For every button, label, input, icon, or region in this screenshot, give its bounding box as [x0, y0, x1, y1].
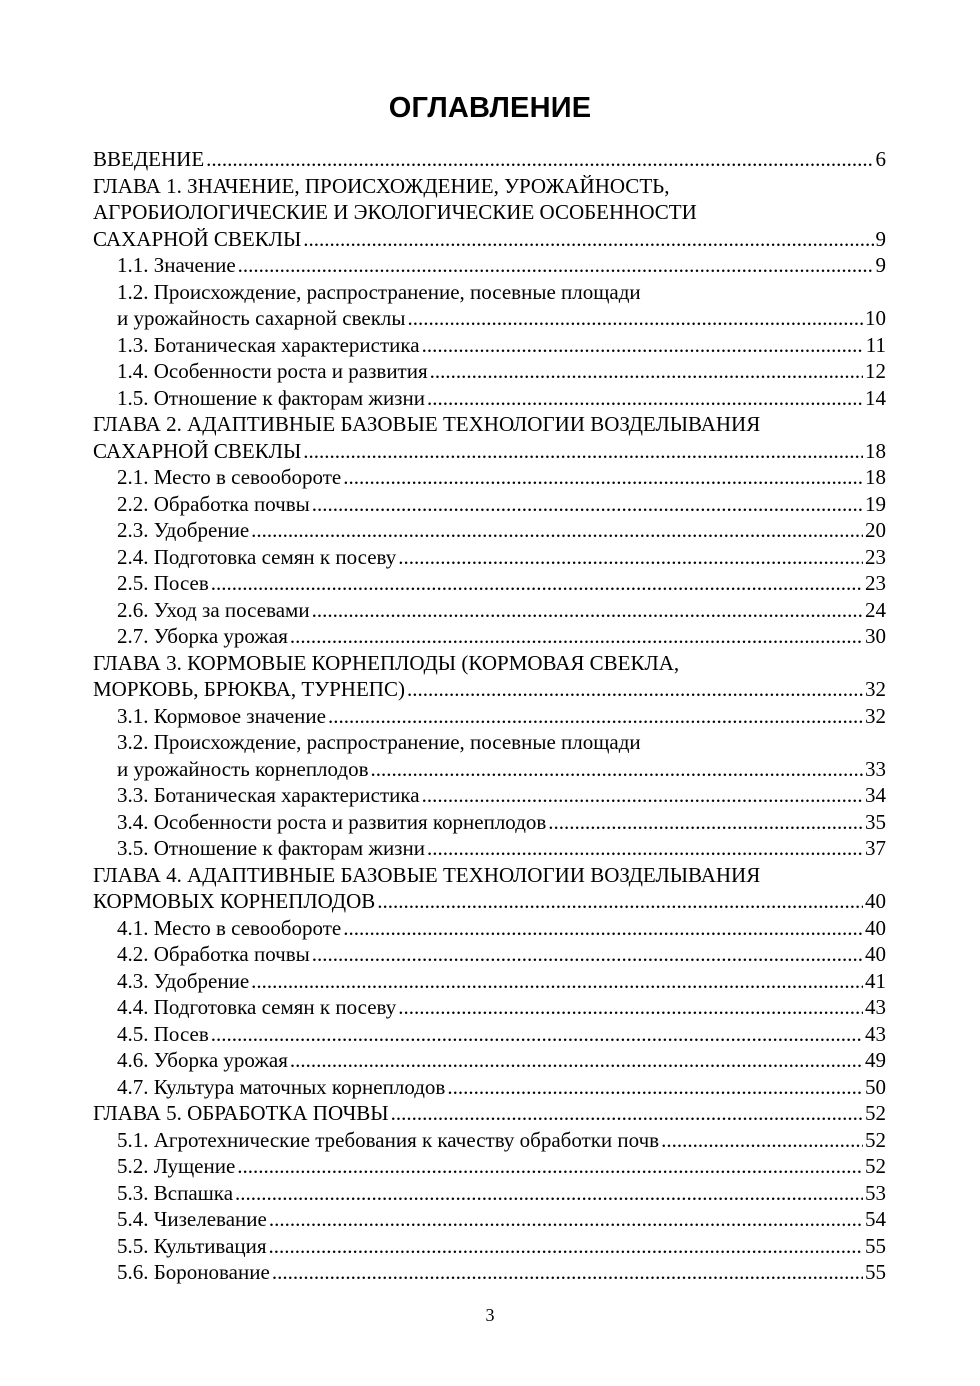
toc-section-entry — [93, 1021, 886, 1048]
toc-entry-title: 1.3. Ботаническая характеристика — [117, 332, 420, 357]
toc-entry-title: 2.1. Место в севообороте — [117, 465, 342, 489]
toc-page-number: 43 — [865, 1021, 886, 1046]
toc-entry-title-line: ГЛАВА 3. КОРМОВЫЕ КОРНЕПЛОДЫ (КОРМОВАЯ СВЕКЛА, — [93, 650, 680, 675]
toc-page-number: 14 — [865, 385, 886, 410]
toc-page-number: 40 — [865, 915, 886, 940]
dot-leader — [377, 888, 863, 915]
toc-entry-title: 1.1. Значение — [117, 253, 236, 277]
dot-leader — [237, 1153, 863, 1180]
toc-section-entry — [93, 1180, 886, 1207]
dot-leader — [312, 597, 863, 624]
toc-entry-row — [93, 888, 886, 915]
toc-entry-title: 4.3. Удобрение — [117, 968, 250, 993]
toc-page-number: 52 — [865, 1127, 886, 1152]
toc-section-entry — [93, 703, 886, 730]
toc-page-number: 6 — [875, 147, 886, 171]
toc-entry-row — [93, 1100, 886, 1127]
dot-leader — [422, 782, 863, 809]
toc-entry-title: 4.1. Место в севообороте — [117, 915, 342, 940]
dot-leader — [269, 1233, 863, 1260]
dot-leader — [235, 1180, 863, 1207]
toc-entry-title: 3.1. Кормовое значение — [117, 703, 326, 728]
dot-leader — [371, 756, 863, 783]
page-title: ОГЛАВЛЕНИЕ — [388, 92, 592, 124]
toc-page-number: 32 — [865, 703, 886, 728]
toc-entry-title-line: ГЛАВА 2. АДАПТИВНЫЕ БАЗОВЫЕ ТЕХНОЛОГИИ ВОЗДЕЛЫВАНИЯ — [93, 412, 761, 436]
dot-leader — [272, 1259, 863, 1286]
toc-chapter-entry — [93, 1100, 886, 1127]
toc-entry-row — [117, 1180, 886, 1207]
toc-section-entry — [93, 279, 886, 332]
toc-entry-title: МОРКОВЬ, БРЮКВА, ТУРНЕПС) — [93, 677, 405, 701]
toc-section-entry — [93, 332, 886, 359]
toc-entry-row — [117, 517, 886, 544]
toc-entry-row — [93, 676, 886, 703]
toc-section-entry — [93, 994, 886, 1021]
dot-leader — [269, 1206, 863, 1233]
dot-leader — [427, 385, 863, 412]
toc-entry-title: 5.4. Чизелевание — [117, 1207, 267, 1231]
toc-section-entry — [93, 597, 886, 624]
toc-entry-title: 3.4. Особенности роста и развития корнеплодов — [117, 809, 547, 834]
toc-page-number: 50 — [865, 1074, 886, 1099]
toc-chapter-entry — [93, 862, 886, 915]
toc-entry-row — [117, 809, 886, 836]
dot-leader — [312, 941, 863, 968]
toc-entry-row — [117, 385, 886, 412]
toc-entry-title: 2.6. Уход за посевами — [117, 597, 310, 622]
toc-entry-title: 5.6. Боронование — [117, 1260, 270, 1284]
toc-entry-row — [93, 438, 886, 465]
dot-leader — [290, 623, 863, 650]
toc-section-entry — [93, 1047, 886, 1074]
toc-page-number: 55 — [865, 1260, 886, 1284]
toc-section-entry — [93, 1153, 886, 1180]
toc-entry-row — [117, 994, 886, 1021]
toc-entry-row — [117, 252, 886, 279]
dot-leader — [430, 358, 863, 385]
toc-page-number: 34 — [865, 783, 886, 807]
toc-page-number: 35 — [865, 809, 886, 834]
toc-section-entry — [93, 1127, 886, 1154]
dot-leader — [661, 1127, 863, 1154]
dot-leader — [343, 915, 863, 942]
toc-page-number: 41 — [865, 968, 886, 993]
dot-leader — [408, 305, 863, 332]
toc-section-entry — [93, 517, 886, 544]
toc-entry-title-line: ГЛАВА 1. ЗНАЧЕНИЕ, ПРОИСХОЖДЕНИЕ, УРОЖАЙНОСТЬ, — [93, 173, 670, 198]
dot-leader — [427, 835, 863, 862]
table-of-contents — [93, 146, 886, 1286]
toc-entry-row — [117, 358, 886, 385]
toc-entry-title: 4.4. Подготовка семян к посеву — [117, 995, 397, 1019]
toc-page-number: 33 — [865, 756, 886, 781]
toc-section-entry — [93, 623, 886, 650]
toc-entry-row — [117, 941, 886, 968]
toc-page-number: 10 — [865, 306, 886, 330]
toc-entry-title: 4.7. Культура маточных корнеплодов — [117, 1074, 446, 1099]
toc-section-entry — [93, 544, 886, 571]
dot-leader — [206, 146, 873, 173]
toc-entry-row — [117, 1206, 886, 1233]
toc-page-number: 53 — [865, 1180, 886, 1205]
toc-page-number: 19 — [865, 491, 886, 516]
toc-entry-row — [117, 915, 886, 942]
toc-entry-title: 5.3. Вспашка — [117, 1180, 234, 1205]
toc-entry-row — [117, 1259, 886, 1286]
toc-entry-title: САХАРНОЙ СВЕКЛЫ — [93, 226, 302, 251]
toc-entry-row — [117, 305, 886, 332]
toc-section-entry — [93, 464, 886, 491]
toc-entry-row — [117, 1233, 886, 1260]
toc-entry-title: 2.5. Посев — [117, 571, 209, 595]
dot-leader — [328, 703, 863, 730]
dot-leader — [251, 517, 863, 544]
toc-entry-title: 4.6. Уборка урожая — [117, 1048, 288, 1072]
dot-leader — [422, 332, 864, 359]
toc-entry-row — [117, 835, 886, 862]
dot-leader — [303, 438, 863, 465]
toc-entry-row — [117, 1047, 886, 1074]
toc-page-number: 30 — [865, 624, 886, 648]
toc-entry-row — [117, 756, 886, 783]
toc-entry-title: САХАРНОЙ СВЕКЛЫ — [93, 438, 302, 463]
toc-section-entry — [93, 570, 886, 597]
toc-entry-title: 2.3. Удобрение — [117, 518, 250, 542]
dot-leader — [398, 544, 863, 571]
dot-leader — [290, 1047, 863, 1074]
toc-page-number: 52 — [865, 1101, 886, 1125]
toc-page-number: 12 — [865, 359, 886, 383]
toc-page-number: 11 — [865, 332, 886, 357]
toc-page-number: 52 — [865, 1154, 886, 1178]
toc-page-number: 23 — [865, 544, 886, 569]
dot-leader — [238, 252, 874, 279]
toc-page-number: 23 — [865, 571, 886, 595]
toc-entry-title-line: АГРОБИОЛОГИЧЕСКИЕ И ЭКОЛОГИЧЕСКИЕ ОСОБЕННОСТИ — [93, 200, 697, 224]
toc-section-entry — [93, 941, 886, 968]
toc-chapter-entry — [93, 650, 886, 703]
toc-section-entry — [93, 1259, 886, 1286]
toc-entry-title: 2.2. Обработка почвы — [117, 491, 310, 516]
dot-leader — [447, 1074, 863, 1101]
toc-entry-row — [117, 491, 886, 518]
toc-page-number: 55 — [865, 1233, 886, 1258]
toc-entry-title: 2.4. Подготовка семян к посеву — [117, 544, 397, 569]
toc-section-entry — [93, 809, 886, 836]
toc-entry-title: 1.4. Особенности роста и развития — [117, 359, 428, 383]
dot-leader — [251, 968, 863, 995]
toc-entry-row — [117, 544, 886, 571]
toc-entry-title: 5.1. Агротехнические требования к качеству обработки почв — [117, 1127, 660, 1152]
toc-chapter-entry — [93, 411, 886, 464]
toc-page-number: 40 — [865, 889, 886, 913]
toc-entry-title: 4.2. Обработка почвы — [117, 942, 310, 966]
toc-entry-row — [117, 332, 886, 359]
toc-page-number: 54 — [865, 1207, 886, 1231]
toc-entry-title: ГЛАВА 5. ОБРАБОТКА ПОЧВЫ — [93, 1101, 389, 1125]
toc-page-number: 37 — [865, 836, 886, 860]
toc-section-entry — [93, 1233, 886, 1260]
toc-section-entry — [93, 835, 886, 862]
toc-section-entry — [93, 729, 886, 782]
toc-page-number: 18 — [865, 438, 886, 463]
dot-leader — [211, 570, 863, 597]
toc-entry-row — [117, 1074, 886, 1101]
toc-entry-row — [117, 703, 886, 730]
toc-entry-row — [117, 782, 886, 809]
toc-chapter-entry — [93, 173, 886, 253]
toc-section-entry — [93, 915, 886, 942]
toc-entry-title: 3.3. Ботаническая характеристика — [117, 783, 420, 807]
toc-entry-row — [117, 570, 886, 597]
toc-section-entry — [93, 782, 886, 809]
toc-entry-title: 1.5. Отношение к факторам жизни — [117, 385, 425, 410]
toc-entry-row — [117, 464, 886, 491]
toc-entry-row — [93, 146, 886, 173]
dot-leader — [548, 809, 863, 836]
toc-entry-row — [117, 597, 886, 624]
toc-entry-row — [117, 1021, 886, 1048]
toc-section-entry — [93, 491, 886, 518]
dot-leader — [312, 491, 863, 518]
toc-entry-title-line: 3.2. Происхождение, распространение, посевные площади — [117, 730, 641, 754]
dot-leader — [407, 676, 863, 703]
toc-entry-title-line: 1.2. Происхождение, распространение, посевные площади — [117, 279, 641, 304]
toc-section-entry — [93, 968, 886, 995]
toc-entry-title: 3.5. Отношение к факторам жизни — [117, 836, 425, 860]
dot-leader — [398, 994, 863, 1021]
toc-entry-title-line: ГЛАВА 4. АДАПТИВНЫЕ БАЗОВЫЕ ТЕХНОЛОГИИ ВОЗДЕЛЫВАНИЯ — [93, 862, 761, 887]
toc-entry-title: 2.7. Уборка урожая — [117, 624, 288, 648]
toc-entry-title: ВВЕДЕНИЕ — [93, 147, 205, 171]
toc-page-number: 9 — [875, 253, 886, 277]
dot-leader — [303, 226, 873, 253]
dot-leader — [343, 464, 863, 491]
toc-chapter-entry — [93, 146, 886, 173]
toc-entry-title: и урожайность корнеплодов — [117, 756, 369, 781]
toc-entry-row — [117, 968, 886, 995]
toc-entry-title: 4.5. Посев — [117, 1021, 209, 1046]
dot-leader — [391, 1100, 863, 1127]
toc-page-number: 20 — [865, 518, 886, 542]
toc-entry-title: 5.2. Лущение — [117, 1154, 236, 1178]
toc-section-entry — [93, 1206, 886, 1233]
toc-section-entry — [93, 358, 886, 385]
toc-page-number: 40 — [865, 942, 886, 966]
dot-leader — [211, 1021, 863, 1048]
toc-entry-title: 5.5. Культивация — [117, 1233, 267, 1258]
toc-page-number: 18 — [865, 465, 886, 489]
toc-page-number: 43 — [865, 995, 886, 1019]
toc-entry-row — [117, 1127, 886, 1154]
toc-entry-row — [117, 1153, 886, 1180]
toc-page-number: 49 — [865, 1048, 886, 1072]
toc-page-number: 32 — [865, 677, 886, 701]
toc-page-number: 9 — [875, 226, 886, 251]
toc-section-entry — [93, 1074, 886, 1101]
toc-entry-row — [93, 226, 886, 253]
toc-entry-title: и урожайность сахарной свеклы — [117, 306, 406, 330]
toc-entry-row — [117, 623, 886, 650]
page-number: 3 — [485, 1305, 495, 1325]
toc-page-number: 24 — [865, 597, 886, 622]
toc-section-entry — [93, 385, 886, 412]
toc-section-entry — [93, 252, 886, 279]
toc-entry-title: КОРМОВЫХ КОРНЕПЛОДОВ — [93, 889, 376, 913]
